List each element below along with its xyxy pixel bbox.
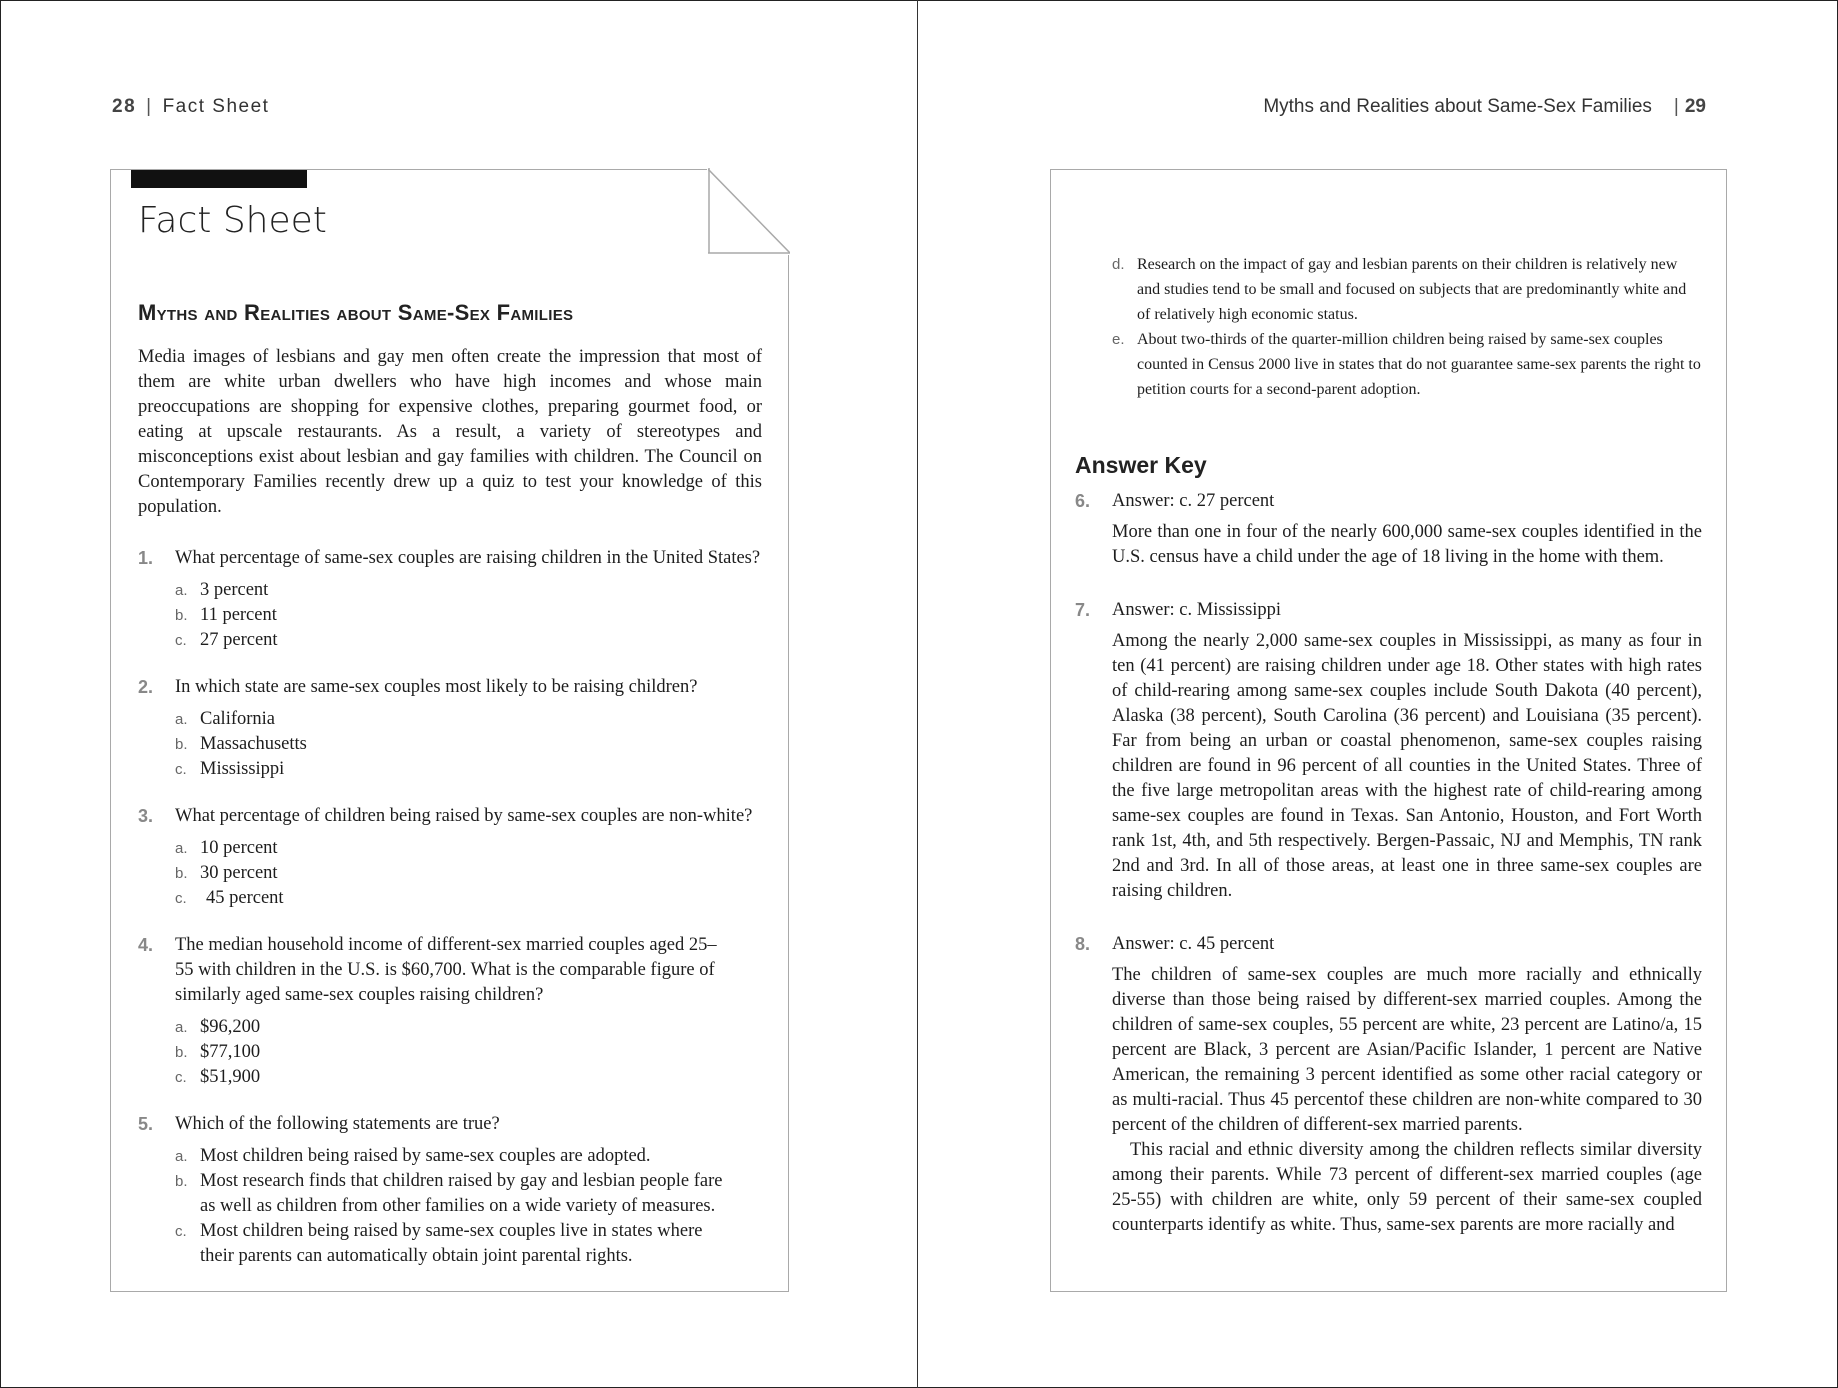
- option: [1112, 252, 1702, 327]
- folded-corner: [708, 168, 790, 254]
- option-text: Most children being raised by same-sex couples are adopted.: [200, 1146, 651, 1166]
- option-text: About two-thirds of the quarter-million children being raised by same-sex couples counted in Census 2000 live in states that do not guarantee same-sex parents the right to petition courts for a second-parent adoption.: [1137, 331, 1701, 398]
- continued-options: [1112, 252, 1702, 402]
- option: [1112, 327, 1702, 402]
- option-letter: c.: [175, 761, 187, 778]
- section-heading-text: Myths and Realities about Same-Sex Families: [138, 300, 574, 325]
- question-text: What percentage of same-sex couples are raising children in the United States?: [175, 548, 761, 568]
- option-text: $77,100: [200, 1042, 261, 1062]
- answer-explanation: Among the nearly 2,000 same-sex couples in Mississippi, as many as four in ten (41 percent) are raising children under age 18. Other states with high rates of child-rearing among same-sex couples include South Dakota (40 percent), Alaska (38 percent), South Carolina (36 percent) and Louisiana (35 percent). Far from being an urban or coastal phenomenon, same-sex couples raising children are found in 96 percent of all counties in the United States. Three of the five large metropolitan areas with the highest rate of child-rearing among same-sex couples are found in Texas. San Antonio, Houston, and Fort Worth rank 1st, 4th, and 5th respectively. Bergen-Passaic, NJ and Memphis, TN rank 2nd and 3rd. In all of those areas, at least one in three same-sex couples are raising children.: [1112, 631, 1702, 901]
- answer-explanation: More than one in four of the nearly 600,000 same-sex couples identified in the U.S. census have a child under the age of 18 living in the home with them.: [1112, 522, 1702, 567]
- answer-key-heading: Answer Key: [1075, 452, 1207, 478]
- question-number: 2.: [138, 677, 154, 697]
- option-text: Most children being raised by same-sex couples live in states where their parents can automatically obtain joint parental rights.: [200, 1221, 703, 1266]
- answer: [1075, 932, 1702, 1238]
- box-title: Fact Sheet: [138, 200, 327, 241]
- option-text: 10 percent: [200, 838, 278, 858]
- running-head-title: Myths and Realities about Same-Sex Families: [1263, 96, 1652, 117]
- option-letter: d.: [1112, 256, 1125, 273]
- option: [175, 886, 762, 911]
- option-text: Most research finds that children raised by gay and lesbian people fare as well as children from other families on a wide variety of measures.: [200, 1171, 723, 1216]
- title-bar: [131, 170, 307, 188]
- options-list: [175, 1144, 762, 1269]
- option: [175, 1219, 732, 1269]
- options-list: [175, 578, 762, 653]
- option-letter: c.: [175, 632, 187, 649]
- question-text: What percentage of children being raised by same-sex couples are non-white?: [175, 806, 753, 826]
- option: [175, 1040, 762, 1065]
- question: [138, 933, 762, 1090]
- question-text: The median household income of different-sex married couples aged 25–55 with children in the U.S. is $60,700. What is the comparable figure of similarly aged same-sex couples raising children?: [175, 935, 717, 1005]
- option-letter: b.: [175, 607, 188, 624]
- answer-number: 7.: [1075, 600, 1091, 620]
- option-text: 45 percent: [206, 888, 284, 908]
- question: [138, 675, 762, 782]
- left-content: [138, 300, 762, 1269]
- question-text: In which state are same-sex couples most likely to be raising children?: [175, 677, 698, 697]
- question-number: 1.: [138, 548, 154, 568]
- option-text: California: [200, 709, 276, 729]
- section-heading: [138, 300, 762, 326]
- question: [138, 1112, 762, 1269]
- option-letter: a.: [175, 1148, 188, 1165]
- answer-explanation: The children of same-sex couples are much more racially and ethnically diverse than those being raised by different-sex married couples. Among the children of same-sex couples, 55 percent are white, 23 percent are Latino/a, 15 percent are Black, 3 percent are Asian/Pacific Islander, 1 percent are Native American, the remaining 3 percent identified as some other racial category or as multi-racial. Thus 45 percentof these children are non-white compared to 30 percent of the children of different-sex married parents.: [1112, 965, 1702, 1135]
- answer: [1075, 598, 1702, 904]
- option-text: 3 percent: [200, 580, 269, 600]
- option-text: 30 percent: [200, 863, 278, 883]
- option-letter: b.: [175, 1044, 188, 1061]
- option: [175, 1144, 732, 1169]
- separator: |: [1673, 96, 1679, 117]
- question-number: 4.: [138, 935, 154, 955]
- option-letter: c.: [175, 1223, 187, 1240]
- right-content: [1075, 252, 1702, 1238]
- option-letter: e.: [1112, 331, 1125, 348]
- running-head-left: [112, 96, 269, 118]
- answer-number: 8.: [1075, 934, 1091, 954]
- answer-box: [1050, 169, 1727, 1292]
- option-text: 11 percent: [200, 605, 277, 625]
- option: [175, 578, 762, 603]
- answer: [1075, 489, 1702, 570]
- option-letter: a.: [175, 711, 188, 728]
- option-letter: b.: [175, 1173, 188, 1190]
- option-letter: c.: [175, 1069, 187, 1086]
- intro-paragraph: Media images of lesbians and gay men often create the impression that most of them are white urban dwellers who have high incomes and whose main preoccupations are shopping for expensive clothes, preparing gourmet food, or eating at upscale restaurants. As a result, a variety of stereotypes and misconceptions exist about lesbian and gay families with children. The Council on Contemporary Families recently drew up a quiz to test your knowledge of this population.: [138, 347, 762, 517]
- running-head-title: Fact Sheet: [162, 96, 270, 117]
- answer-number: 6.: [1075, 491, 1091, 511]
- option-text: $51,900: [200, 1067, 261, 1087]
- option: [175, 732, 762, 757]
- options-list: [175, 836, 762, 911]
- option: [175, 861, 762, 886]
- option-letter: b.: [175, 865, 188, 882]
- option-text: $96,200: [200, 1017, 261, 1037]
- option-letter: a.: [175, 840, 188, 857]
- option: [175, 1065, 762, 1090]
- option: [175, 836, 762, 861]
- options-list: [175, 707, 762, 782]
- option: [175, 1015, 762, 1040]
- option-letter: b.: [175, 736, 188, 753]
- question-text: Which of the following statements are true?: [175, 1114, 500, 1134]
- option-text: 27 percent: [200, 630, 278, 650]
- question: [138, 546, 762, 653]
- page-number: 29: [1684, 96, 1706, 117]
- left-page: [0, 0, 917, 1388]
- page-number: 28: [112, 96, 137, 117]
- option-letter: c.: [175, 890, 187, 907]
- running-head-right: [1263, 96, 1706, 118]
- option: [175, 1169, 732, 1219]
- fact-sheet-box: [110, 169, 789, 1292]
- separator: |: [146, 96, 153, 117]
- option: [175, 757, 762, 782]
- options-list: [175, 1015, 762, 1090]
- option-letter: a.: [175, 1019, 188, 1036]
- option-text: Mississippi: [200, 759, 285, 779]
- right-page: [918, 0, 1838, 1388]
- option: [175, 628, 762, 653]
- answer-label: Answer: c. 45 percent: [1112, 934, 1275, 954]
- option-letter: a.: [175, 582, 188, 599]
- question-number: 3.: [138, 806, 154, 826]
- option-text: Massachusetts: [200, 734, 307, 754]
- answer-explanation-continued: This racial and ethnic diversity among the children reflects similar diversity among their parents. While 73 percent of different-sex married couples (age 25-55) with children are white, only 59 percent of their same-sex coupled counterparts identify as white. Thus, same-sex parents are more racially and: [1112, 1140, 1702, 1235]
- option-text: Research on the impact of gay and lesbian parents on their children is relatively new and studies tend to be small and focused on subjects that are predominantly white and of relatively high economic status.: [1137, 256, 1687, 323]
- option: [175, 603, 762, 628]
- question: [138, 804, 762, 911]
- answer-label: Answer: c. 27 percent: [1112, 491, 1275, 511]
- option: [175, 707, 762, 732]
- question-number: 5.: [138, 1114, 154, 1134]
- answer-label: Answer: c. Mississippi: [1112, 600, 1282, 620]
